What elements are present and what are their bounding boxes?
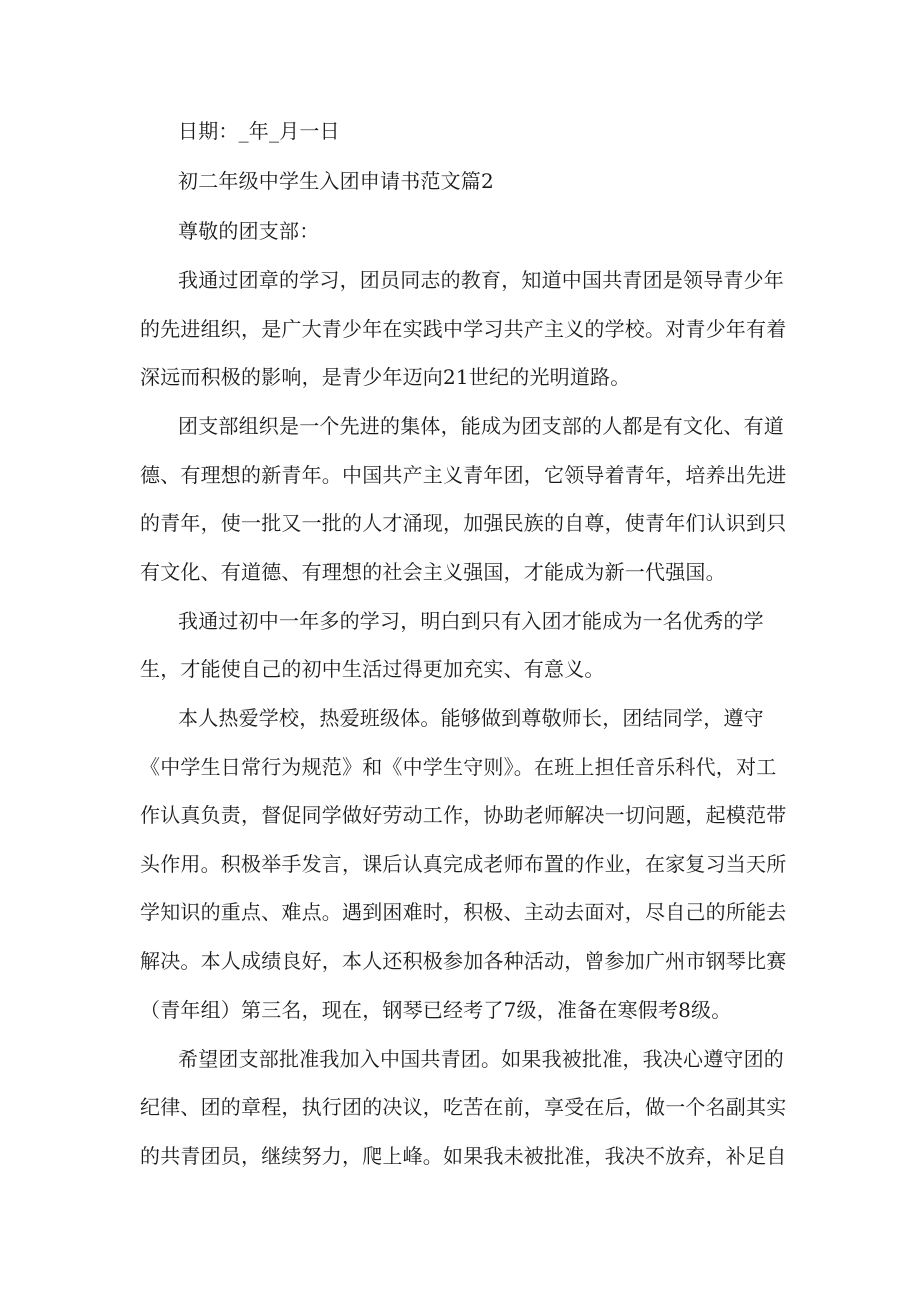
paragraph-5-line-3: 的共青团员，继续努力，爬上峰。如果我未被批准，我决不放弃，补足自 [140, 1144, 787, 1168]
paragraph-4-line-5: 学知识的重点、难点。遇到困难时，积极、主动去面对，尽自己的所能去 [140, 900, 787, 924]
paragraph-1-line-3: 深远而积极的影响，是青少年迈向21世纪的光明道路。 [140, 365, 631, 389]
salutation: 尊敬的团支部： [178, 219, 320, 243]
paragraph-4-line-4: 头作用。积极举手发言，课后认真完成老师布置的作业，在家复习当天所 [140, 852, 787, 876]
section-title: 初二年级中学生入团申请书范文篇2 [178, 169, 494, 193]
paragraph-2-line-4: 有文化、有道德、有理想的社会主义强国，才能成为新一代强国。 [140, 560, 726, 584]
paragraph-1-line-1: 我通过团章的学习，团员同志的教育，知道中国共青团是领导青少年 [178, 268, 784, 292]
paragraph-5-line-1: 希望团支部批准我加入中国共青团。如果我被批准，我决心遵守团的 [178, 1047, 784, 1071]
paragraph-3-line-1: 我通过初中一年多的学习，明白到只有入团才能成为一名优秀的学 [178, 609, 764, 633]
paragraph-4-line-6: 解决。本人成绩良好，本人还积极参加各种活动，曾参加广州市钢琴比赛 [140, 949, 787, 973]
paragraph-1-line-2: 的先进组织，是广大青少年在实践中学习共产主义的学校。对青少年有着 [140, 317, 787, 341]
paragraph-2-line-2: 德、有理想的新青年。中国共产主义青年团，它领导着青年，培养出先进 [140, 463, 787, 487]
date-line: 日期：_年_月一日 [178, 119, 340, 143]
paragraph-2-line-1: 团支部组织是一个先进的集体，能成为团支部的人都是有文化、有道 [178, 414, 784, 438]
paragraph-4-line-7: （青年组）第三名，现在，钢琴已经考了7级，准备在寒假考8级。 [140, 998, 732, 1022]
paragraph-2-line-3: 的青年，使一批又一批的人才涌现，加强民族的自尊，使青年们认识到只 [140, 511, 787, 535]
paragraph-4-line-2: 《中学生日常行为规范》和《中学生守则》。在班上担任音乐科代，对工 [140, 755, 777, 779]
paragraph-5-line-2: 纪律、团的章程，执行团的决议，吃苦在前，享受在后，做一个名副其实 [140, 1095, 787, 1119]
paragraph-3-line-2: 生，才能使自己的初中生活过得更加充实、有意义。 [140, 657, 605, 681]
paragraph-4-line-3: 作认真负责，督促同学做好劳动工作，协助老师解决一切问题，起模范带 [140, 803, 787, 827]
paragraph-4-line-1: 本人热爱学校，热爱班级体。能够做到尊敬师长，团结同学，遵守 [178, 706, 764, 730]
